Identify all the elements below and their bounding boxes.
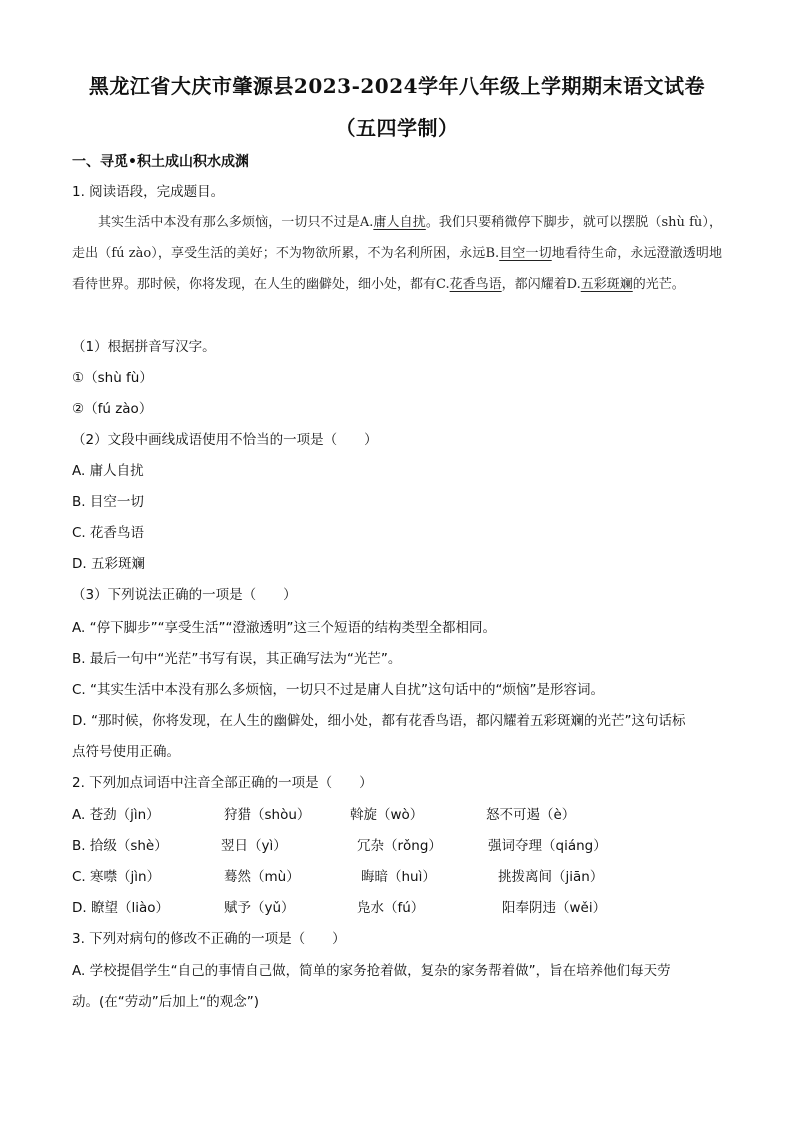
question-3-stem: 3. 下列对病句的修改不正确的一项是（ ） xyxy=(72,931,346,947)
option-a: A. 学校提倡学生“自己的事情自己做，简单的家务抢着做，复杂的家务帮着做”，旨在培养他们每天劳 xyxy=(72,963,671,979)
option-d-continued: 点符号使用正确。 xyxy=(72,744,180,760)
sub-question-1: （1）根据拼音写汉字。 xyxy=(72,339,216,355)
document-title-line1: 黑龙江省大庆市肇源县2023-2024学年八年级上学期期末语文试卷 xyxy=(88,74,706,98)
underlined-idiom-d: 五彩斑斓 xyxy=(580,277,633,292)
pinyin-option: D. 瞭望（liào） xyxy=(72,900,170,916)
pinyin-option: 斡旋（wò） xyxy=(350,807,424,823)
underlined-idiom-a: 庸人自扰 xyxy=(373,215,426,230)
pinyin-item-1: ①（shù fù） xyxy=(72,370,153,386)
pinyin-option: 凫水（fú） xyxy=(357,900,425,916)
option-a-continued: 动。(在“劳动”后加上“的观念”) xyxy=(72,994,260,1010)
pinyin-option: 挑拨离间（jiān） xyxy=(498,869,604,885)
document-title-line2: （五四学制） xyxy=(335,116,459,140)
sub-question-2: （2）文段中画线成语使用不恰当的一项是（ ） xyxy=(72,432,378,448)
option-a: A. 庸人自扰 xyxy=(72,463,144,479)
pinyin-option: 阳奉阴违（wěi） xyxy=(502,900,607,916)
question-1-stem: 1. 阅读语段，完成题目。 xyxy=(72,184,225,200)
pinyin-option: A. 苍劲（jìn） xyxy=(72,807,160,823)
option-d: D. 五彩斑斓 xyxy=(72,556,145,572)
question-2-stem: 2. 下列加点词语中注音全部正确的一项是（ ） xyxy=(72,775,373,791)
pinyin-option: 蓦然（mù） xyxy=(224,869,300,885)
option-c: C. 花香鸟语 xyxy=(72,525,145,541)
pinyin-option: 狩猎（shòu） xyxy=(224,807,311,823)
option-b: B. 最后一句中“光茫”书写有误，其正确写法为“光芒”。 xyxy=(72,651,402,667)
question-1-passage: 其实生活中本没有那么多烦恼，一切只不过是A.庸人自扰。我们只要稍微停下脚步，就可以摆脱（shù fù），走出（fú zào），享受生活的美好；不为物欲所累，不为名利所困，永远B.目空一切地看待生命，永远澄澈透明地看待世界。那时候，你将发现，在人生的幽僻处，细小处，都有C.花香鸟语，都闪耀着D.五彩斑斓的光芒。 xyxy=(72,215,722,292)
option-a: A. “停下脚步”“享受生活”“澄澈透明”这三个短语的结构类型全都相同。 xyxy=(72,620,497,636)
underlined-idiom-c: 花香鸟语 xyxy=(449,277,502,292)
pinyin-option: 怒不可遏（è） xyxy=(486,807,576,823)
pinyin-item-2: ②（fú zào） xyxy=(72,401,153,417)
pinyin-option: 赋予（yǔ） xyxy=(224,900,295,916)
pinyin-option: 强词夺理（qiáng） xyxy=(488,838,607,854)
option-c: C. “其实生活中本没有那么多烦恼，一切只不过是庸人自扰”这句话中的“烦恼”是形容词。 xyxy=(72,682,604,698)
option-b: B. 目空一切 xyxy=(72,494,144,510)
section-heading: 一、寻觅•积土成山积水成渊 xyxy=(72,154,249,170)
option-d: D. “那时候，你将发现，在人生的幽僻处，细小处，都有花香鸟语，都闪耀着五彩斑斓的光芒”这句话标 xyxy=(72,713,686,729)
pinyin-option: 晦暗（huì） xyxy=(361,869,436,885)
pinyin-option: 冗杂（rǒng） xyxy=(357,838,442,854)
pinyin-option: 翌日（yì） xyxy=(221,838,287,854)
pinyin-option: C. 寒噤（jìn） xyxy=(72,869,161,885)
sub-question-3: （3）下列说法正确的一项是（ ） xyxy=(72,587,297,603)
underlined-idiom-b: 目空一切 xyxy=(499,246,552,261)
pinyin-option: B. 拾级（shè） xyxy=(72,838,168,854)
